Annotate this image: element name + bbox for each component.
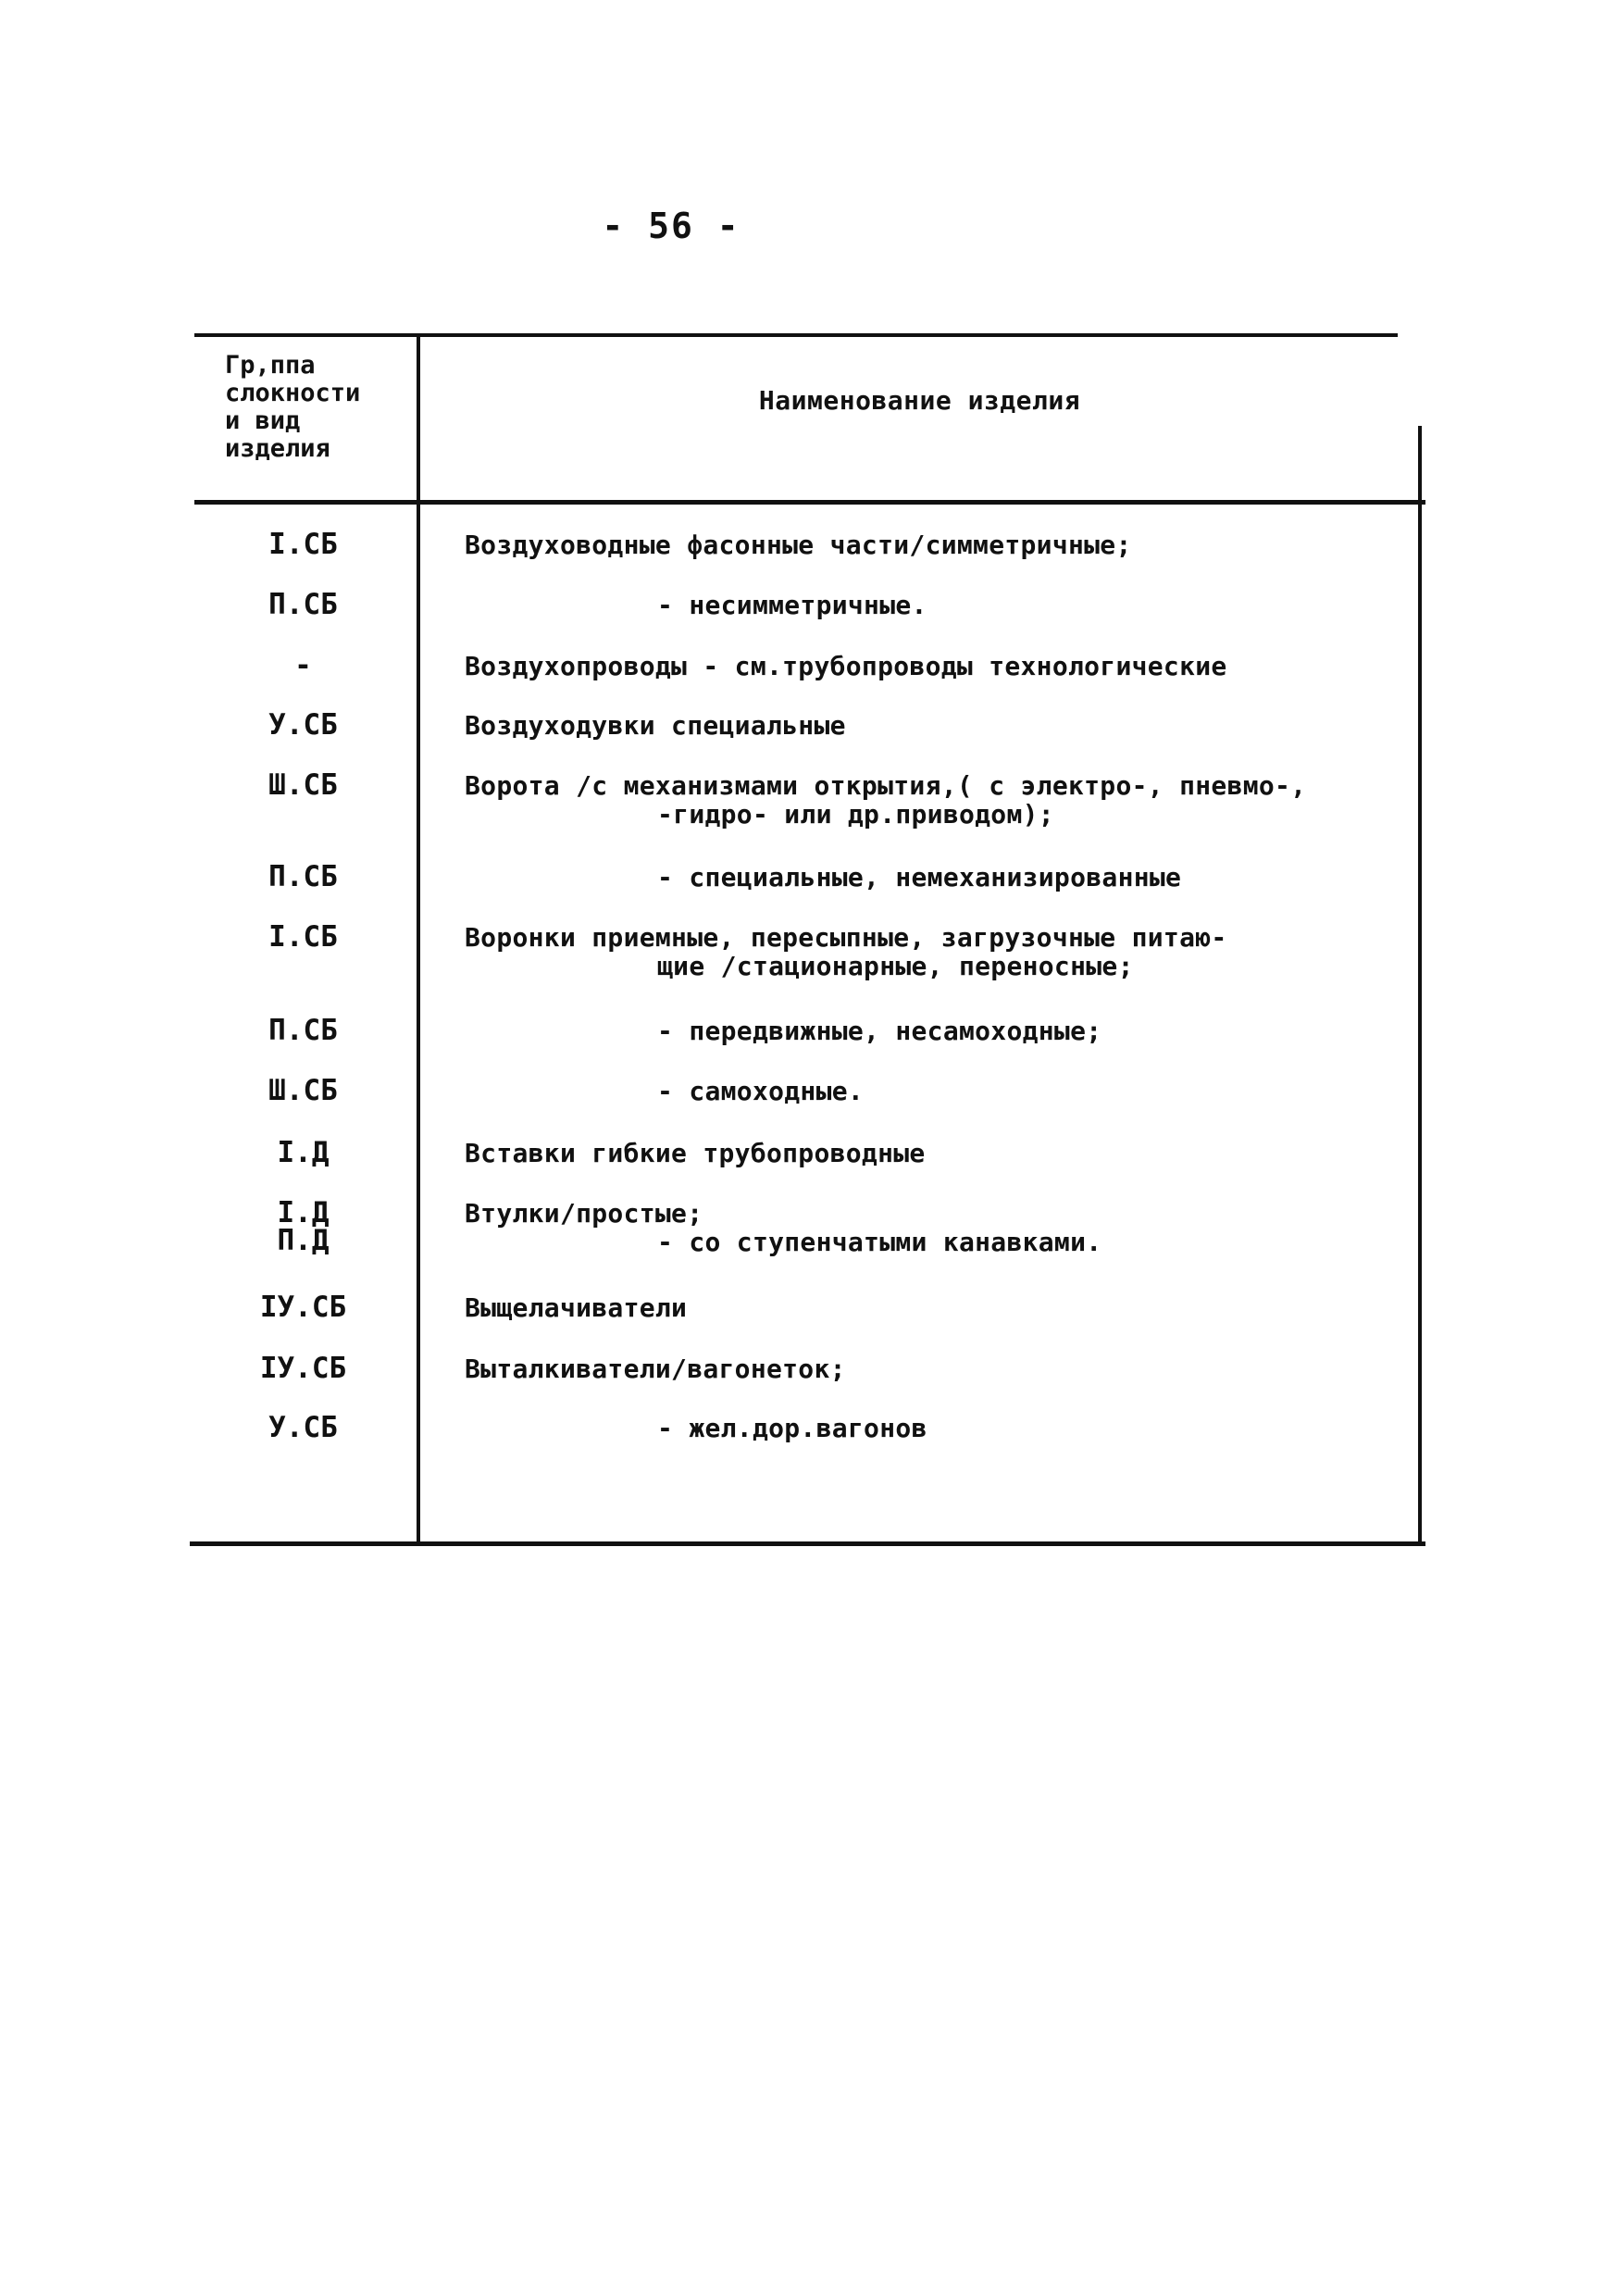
product-name-cell [465, 923, 1418, 980]
group-cell [190, 920, 417, 954]
product-name-cell [657, 1017, 1611, 1045]
header-group-line: и вид [225, 406, 301, 435]
group-cell [190, 1074, 417, 1107]
group-cell [190, 588, 417, 621]
product-name-line: Втулки/простые; [465, 1198, 703, 1229]
group-value: П.СБ [268, 860, 338, 893]
product-name-line: -гидро- или др.приводом); [657, 799, 1054, 830]
product-name-line: - несимметричные. [657, 590, 927, 620]
group-cell [190, 528, 417, 561]
header-group-line: Гр,ппа [225, 351, 316, 380]
header-group-line: слокности [225, 379, 361, 407]
product-name-line: щие /стационарные, переносные; [657, 951, 1134, 981]
product-name-cell [657, 1077, 1611, 1105]
group-cell [190, 1352, 417, 1385]
product-name-line: Выщелачиватели [465, 1292, 688, 1323]
group-cell [190, 1014, 417, 1047]
product-name-line: - специальные, немеханизированные [657, 862, 1182, 892]
group-cell [190, 1136, 417, 1169]
product-name-line: - передвижные, несамоходные; [657, 1016, 1102, 1046]
group-value: - [294, 649, 312, 682]
group-value: I.Д [277, 1136, 330, 1169]
product-name-cell [465, 530, 1418, 559]
header-group-column [225, 352, 410, 463]
header-name-column: Наименование изделия [758, 385, 1081, 416]
table-bottom-rule [190, 1541, 1425, 1546]
group-value: У.СБ [268, 708, 338, 742]
group-value: Ш.СБ [268, 1074, 338, 1107]
table-top-rule [194, 333, 1398, 337]
page-number: - 56 - [602, 206, 741, 246]
table-header-rule [194, 500, 1425, 505]
group-cell [190, 860, 417, 893]
product-name-cell [465, 771, 1418, 829]
product-name-line: Воздуховодные фасонные части/симметричные; [465, 530, 1132, 560]
product-name-line: Выталкиватели/вагонеток; [465, 1354, 846, 1384]
group-value: П.СБ [268, 588, 338, 621]
product-name-line: Вставки гибкие трубопроводные [465, 1138, 926, 1168]
product-name-line: Воздухопроводы - см.трубопроводы технологические [465, 651, 1227, 681]
product-name-line: - жел.дор.вагонов [657, 1413, 927, 1443]
product-name-line: Воздуходувки специальные [465, 710, 846, 741]
product-name-cell [657, 591, 1611, 619]
group-value: П.Д [277, 1224, 330, 1257]
group-value: I.Д [277, 1196, 330, 1229]
product-name-line: - со ступенчатыми канавками. [657, 1227, 1102, 1257]
products-table [190, 333, 1425, 1548]
product-name-cell [465, 711, 1418, 740]
product-name-cell [657, 863, 1611, 892]
product-name-cell [465, 1139, 1418, 1167]
product-name-line: Воронки приемные, пересыпные, загрузочные питаю- [465, 922, 1227, 953]
product-name-line: Ворота /с механизмами открытия,( с электро-, пневмо-, [465, 770, 1307, 801]
group-cell [190, 1196, 417, 1257]
group-value: У.СБ [268, 1411, 338, 1444]
product-name-line: - самоходные. [657, 1076, 865, 1106]
group-value: I.СБ [268, 920, 338, 954]
product-name-cell [657, 1414, 1611, 1442]
product-name-cell [465, 1354, 1418, 1383]
group-cell [190, 1291, 417, 1324]
product-name-cell [465, 652, 1418, 680]
product-name-cell [465, 1293, 1418, 1322]
product-name-cell [465, 1199, 1418, 1256]
group-cell [190, 768, 417, 802]
group-value: IУ.СБ [259, 1352, 347, 1385]
group-cell [190, 708, 417, 742]
header-group-line: изделия [225, 434, 330, 463]
group-value: IУ.СБ [259, 1291, 347, 1324]
group-cell [190, 1411, 417, 1444]
group-value: Ш.СБ [268, 768, 338, 802]
group-cell [190, 649, 417, 682]
table-column-divider [417, 333, 420, 1546]
group-value: I.СБ [268, 528, 338, 561]
group-value: П.СБ [268, 1014, 338, 1047]
